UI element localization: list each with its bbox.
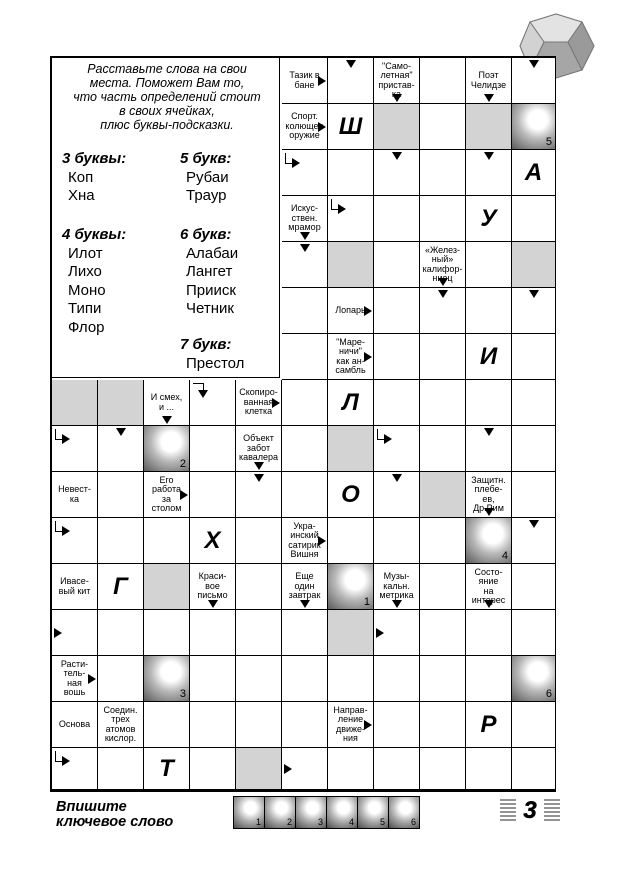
keyword-number: 5 <box>545 136 552 148</box>
answer-cell[interactable] <box>512 564 556 610</box>
word-group-heading: 7 букв: <box>180 336 232 353</box>
word-list-item: Престол <box>186 354 245 372</box>
hint-letter: И <box>479 342 498 370</box>
answer-cell[interactable] <box>420 150 466 196</box>
arrow-down-icon <box>254 462 264 470</box>
answer-cell[interactable] <box>236 472 282 518</box>
answer-cell[interactable] <box>420 748 466 790</box>
shaded-cell <box>374 104 420 150</box>
answer-cell[interactable] <box>420 288 466 334</box>
arrow-down-icon <box>392 94 402 102</box>
keyword-number: 4 <box>348 817 354 827</box>
answer-cell[interactable] <box>374 748 420 790</box>
hint-letter-cell <box>328 104 374 150</box>
keyword-number: 2 <box>286 817 292 827</box>
answer-cell[interactable] <box>512 288 556 334</box>
arrow-right-icon <box>376 628 384 638</box>
hint-letter-cell <box>190 518 236 564</box>
instruction-text: Расставьте слова на свои места. Поможет Вам то, что часть определений стоит в своих ячейках, плюс буквы-подсказки. <box>73 62 261 132</box>
page-number-badge <box>500 795 560 823</box>
answer-cell[interactable] <box>98 656 144 702</box>
clue-cell <box>190 564 236 610</box>
clue-text: Состо- яние на интерес <box>471 566 506 605</box>
clue-cell <box>52 472 98 518</box>
shaded-cell <box>420 472 466 518</box>
shaded-cell <box>328 426 374 472</box>
arrow-right-icon <box>318 536 326 546</box>
answer-cell[interactable] <box>190 748 236 790</box>
word-group-heading: 6 букв: <box>180 226 232 243</box>
arrow-down-icon <box>208 600 218 608</box>
clue-text: Искус- ствен. мрамор <box>288 203 321 233</box>
answer-cell[interactable] <box>374 426 420 472</box>
clue-cell <box>328 288 374 334</box>
answer-cell[interactable] <box>236 610 282 656</box>
word-group <box>180 336 244 373</box>
answer-cell[interactable] <box>420 104 466 150</box>
keyword-number: 4 <box>501 550 508 562</box>
shaded-cell <box>236 748 282 790</box>
answer-cell[interactable] <box>52 518 98 564</box>
keyword-cell[interactable] <box>512 104 556 150</box>
answer-cell[interactable] <box>374 150 420 196</box>
answer-cell[interactable] <box>466 610 512 656</box>
arrow-down-icon <box>484 428 494 436</box>
word-list-item: Хна <box>68 187 95 204</box>
arrow-right-icon <box>88 674 96 684</box>
hint-letter: Х <box>204 526 221 554</box>
clue-cell <box>52 564 98 610</box>
answer-cell[interactable] <box>98 748 144 790</box>
clue-cell <box>282 58 328 104</box>
hint-letter-cell <box>466 702 512 748</box>
arrow-down-icon <box>300 232 310 240</box>
keyword-answer-cell[interactable] <box>388 796 420 829</box>
word-list-item: Алабаи <box>186 244 239 262</box>
keyword-answer-cell[interactable] <box>233 796 265 829</box>
clue-cell <box>282 564 328 610</box>
arrow-right-icon <box>318 122 326 132</box>
clue-cell <box>466 472 512 518</box>
arrow-down-icon <box>484 94 494 102</box>
hint-letter: О <box>341 480 360 508</box>
arrow-down-icon <box>300 600 310 608</box>
word-group <box>180 226 238 319</box>
answer-cell[interactable] <box>282 150 328 196</box>
answer-cell[interactable] <box>466 150 512 196</box>
arrow-right-icon <box>384 434 392 444</box>
answer-cell[interactable] <box>420 518 466 564</box>
word-list-item: Четник <box>186 300 234 317</box>
word-list-item: Илот <box>68 244 103 262</box>
answer-cell[interactable] <box>512 472 556 518</box>
shaded-cell <box>52 380 98 426</box>
answer-cell[interactable] <box>236 702 282 748</box>
answer-cell[interactable] <box>374 518 420 564</box>
arrow-right-icon <box>62 434 70 444</box>
word-list-item: Флор <box>68 318 105 336</box>
clue-cell <box>466 564 512 610</box>
answer-cell[interactable] <box>144 518 190 564</box>
keyword-answer-cell[interactable] <box>357 796 389 829</box>
hint-letter-cell <box>466 196 512 242</box>
answer-cell[interactable] <box>282 334 328 380</box>
shaded-cell <box>328 242 374 288</box>
keyword-number: 6 <box>410 817 416 827</box>
keyword-number: 6 <box>545 688 552 700</box>
clue-cell <box>98 702 144 748</box>
clue-text: Спорт. колющее оружие <box>285 111 324 141</box>
clue-text: Соедин. трех атомов кислор. <box>103 704 138 743</box>
clue-cell <box>282 104 328 150</box>
clue-cell <box>236 380 282 426</box>
word-group <box>180 150 231 206</box>
answer-cell[interactable] <box>420 196 466 242</box>
hint-letter: А <box>524 158 543 186</box>
clue-cell <box>236 426 282 472</box>
keyword-number: 5 <box>379 817 385 827</box>
clue-text: И смех, и ... <box>150 392 183 412</box>
shaded-cell <box>98 380 144 426</box>
answer-cell[interactable] <box>420 656 466 702</box>
clue-cell <box>374 564 420 610</box>
answer-cell[interactable] <box>282 288 328 334</box>
crossword-grid <box>50 56 556 792</box>
arrow-right-icon <box>292 158 300 168</box>
answer-cell[interactable] <box>420 426 466 472</box>
answer-cell[interactable] <box>374 196 420 242</box>
keyword-answer-cell[interactable] <box>295 796 327 829</box>
answer-cell[interactable] <box>374 610 420 656</box>
clue-cell <box>144 380 190 426</box>
answer-cell[interactable] <box>282 426 328 472</box>
answer-cell[interactable] <box>512 196 556 242</box>
clue-text: Его работа за столом <box>151 474 182 513</box>
clue-text: Тазик в бане <box>289 70 320 90</box>
clue-text: Основа <box>58 718 91 729</box>
clue-text: Расти- тель- ная вошь <box>60 658 89 697</box>
answer-cell[interactable] <box>374 656 420 702</box>
answer-cell[interactable] <box>282 656 328 702</box>
arrow-down-icon <box>529 60 539 68</box>
answer-cell[interactable] <box>190 426 236 472</box>
word-list-item: Типи <box>68 300 102 317</box>
answer-cell[interactable] <box>512 610 556 656</box>
keyword-answer-cell[interactable] <box>264 796 296 829</box>
arrow-down-icon <box>529 290 539 298</box>
clue-text: Лопарь <box>335 304 366 315</box>
clue-text: Защитн. плебе- ев, Др.Рим <box>471 474 506 513</box>
answer-cell[interactable] <box>420 702 466 748</box>
hint-letter-cell <box>328 380 374 426</box>
arrow-right-icon <box>364 352 372 362</box>
word-list-item: Траур <box>186 187 227 204</box>
keyword-cell[interactable] <box>512 656 556 702</box>
answer-cell[interactable] <box>236 564 282 610</box>
instruction-block <box>52 58 280 378</box>
arrow-down-icon <box>198 390 208 398</box>
arrow-down-icon <box>116 428 126 436</box>
clue-cell <box>328 702 374 748</box>
clue-text: Скопиро- ванная клетка <box>239 387 278 417</box>
answer-cell[interactable] <box>466 748 512 790</box>
keyword-answer-cell[interactable] <box>326 796 358 829</box>
answer-cell[interactable] <box>144 610 190 656</box>
answer-cell[interactable] <box>190 380 236 426</box>
arrow-right-icon <box>364 720 372 730</box>
clue-cell <box>144 472 190 518</box>
answer-cell[interactable] <box>98 518 144 564</box>
keyword-label: Впишите ключевое слово <box>56 799 174 830</box>
word-group-heading: 3 буквы: <box>62 150 127 167</box>
keyword-number: 1 <box>363 596 370 608</box>
clue-text: Невест- ка <box>58 484 91 504</box>
answer-cell[interactable] <box>512 58 556 104</box>
answer-cell[interactable] <box>190 702 236 748</box>
keyword-number: 1 <box>255 817 261 827</box>
answer-cell[interactable] <box>374 334 420 380</box>
answer-cell[interactable] <box>420 610 466 656</box>
keyword-number: 3 <box>179 688 186 700</box>
answer-cell[interactable] <box>328 196 374 242</box>
answer-cell[interactable] <box>466 288 512 334</box>
answer-cell[interactable] <box>512 748 556 790</box>
clue-text: Укра- инский сатирик Вишня <box>288 520 321 559</box>
hint-letter: Ш <box>338 112 363 140</box>
keyword-number: 3 <box>317 817 323 827</box>
keyword-cell[interactable] <box>328 564 374 610</box>
arrow-right-icon <box>272 398 280 408</box>
clue-text: "Само- летная" пристав- ка <box>378 60 415 99</box>
clue-cell <box>282 196 328 242</box>
answer-cell[interactable] <box>512 380 556 426</box>
hint-letter-cell <box>466 334 512 380</box>
arrow-down-icon <box>392 152 402 160</box>
arrow-right-icon <box>62 756 70 766</box>
arrow-down-icon <box>162 416 172 424</box>
answer-cell[interactable] <box>282 748 328 790</box>
answer-cell[interactable] <box>282 380 328 426</box>
arrow-down-icon <box>392 474 402 482</box>
arrow-right-icon <box>284 764 292 774</box>
answer-cell[interactable] <box>98 610 144 656</box>
arrow-right-icon <box>62 526 70 536</box>
answer-cell[interactable] <box>52 426 98 472</box>
hint-letter-cell <box>144 748 190 790</box>
clue-cell <box>420 242 466 288</box>
answer-cell[interactable] <box>328 58 374 104</box>
arrow-right-icon <box>338 204 346 214</box>
answer-cell[interactable] <box>328 150 374 196</box>
answer-cell[interactable] <box>512 426 556 472</box>
answer-cell[interactable] <box>52 610 98 656</box>
clue-text: Ивасе- вый кит <box>58 576 91 596</box>
answer-cell[interactable] <box>512 518 556 564</box>
clue-cell <box>466 58 512 104</box>
word-list-item: Прииск <box>186 281 236 299</box>
answer-cell[interactable] <box>512 702 556 748</box>
hint-letter: Л <box>342 388 359 416</box>
arrow-right-icon <box>364 306 372 316</box>
word-group <box>62 150 126 206</box>
answer-cell[interactable] <box>420 564 466 610</box>
answer-cell[interactable] <box>374 288 420 334</box>
answer-cell[interactable] <box>282 610 328 656</box>
clue-cell <box>282 518 328 564</box>
clue-text: Объект забот кавалера <box>238 433 279 463</box>
answer-cell[interactable] <box>190 656 236 702</box>
answer-cell[interactable] <box>328 748 374 790</box>
answer-cell[interactable] <box>466 242 512 288</box>
arrow-down-icon <box>254 474 264 482</box>
arrow-down-icon <box>392 600 402 608</box>
clue-text: Еще один завтрак <box>288 571 321 601</box>
shaded-cell <box>512 242 556 288</box>
keyword-cell[interactable] <box>144 656 190 702</box>
word-list-item: Рубаи <box>186 168 229 186</box>
hint-letter: Р <box>480 710 497 738</box>
keyword-number: 2 <box>179 458 186 470</box>
word-group <box>62 226 126 337</box>
answer-cell[interactable] <box>374 380 420 426</box>
answer-cell[interactable] <box>144 702 190 748</box>
answer-cell[interactable] <box>374 242 420 288</box>
clue-text: Музы- кальн. метрика <box>379 571 414 601</box>
hint-letter-cell <box>98 564 144 610</box>
answer-cell[interactable] <box>190 472 236 518</box>
shaded-cell <box>466 104 512 150</box>
clue-text: Поэт Челидзе <box>470 70 507 90</box>
answer-cell[interactable] <box>282 472 328 518</box>
word-list-item: Лихо <box>68 263 102 280</box>
arrow-right-icon <box>318 76 326 86</box>
keyword-cell[interactable] <box>144 426 190 472</box>
answer-cell[interactable] <box>98 426 144 472</box>
answer-cell[interactable] <box>236 656 282 702</box>
answer-cell[interactable] <box>420 58 466 104</box>
word-list-item: Лангет <box>186 263 233 280</box>
arrow-down-icon <box>484 600 494 608</box>
page-number: 3 <box>523 797 537 823</box>
arrow-down-icon <box>529 520 539 528</box>
answer-cell[interactable] <box>236 518 282 564</box>
clue-text: «Желез- ный» калифор- ниец <box>422 244 463 283</box>
shaded-cell <box>144 564 190 610</box>
answer-cell[interactable] <box>328 518 374 564</box>
clue-cell <box>52 656 98 702</box>
answer-cell[interactable] <box>420 380 466 426</box>
answer-cell[interactable] <box>282 702 328 748</box>
word-group-heading: 5 букв: <box>180 150 232 167</box>
hint-letter: Г <box>113 572 128 600</box>
answer-cell[interactable] <box>466 426 512 472</box>
answer-cell[interactable] <box>512 334 556 380</box>
answer-cell[interactable] <box>466 656 512 702</box>
clue-text: Направ- ление движе- ния <box>333 704 368 743</box>
answer-cell[interactable] <box>52 748 98 790</box>
answer-cell[interactable] <box>282 242 328 288</box>
clue-text: "Маре- ничи" как ан- самбль <box>335 336 366 375</box>
shaded-cell <box>328 610 374 656</box>
hint-letter: У <box>480 204 497 232</box>
word-list-item: Моно <box>68 281 106 299</box>
word-list-item: Коп <box>68 168 94 186</box>
arrow-down-icon <box>438 290 448 298</box>
arrow-down-icon <box>484 152 494 160</box>
arrow-down-icon <box>300 244 310 252</box>
hint-letter: Т <box>159 754 174 782</box>
answer-cell[interactable] <box>98 472 144 518</box>
clue-cell <box>52 702 98 748</box>
answer-cell[interactable] <box>374 472 420 518</box>
answer-cell[interactable] <box>420 334 466 380</box>
arrow-down-icon <box>484 508 494 516</box>
answer-cell[interactable] <box>466 380 512 426</box>
word-group-heading: 4 буквы: <box>62 226 127 243</box>
arrow-down-icon <box>346 60 356 68</box>
answer-cell[interactable] <box>374 702 420 748</box>
arrow-down-icon <box>438 278 448 286</box>
clue-cell <box>328 334 374 380</box>
answer-cell[interactable] <box>190 610 236 656</box>
keyword-cell[interactable] <box>466 518 512 564</box>
hint-letter-cell <box>328 472 374 518</box>
arrow-right-icon <box>180 490 188 500</box>
clue-text: Краси- вое письмо <box>197 571 228 601</box>
hint-letter-cell <box>512 150 556 196</box>
arrow-right-icon <box>54 628 62 638</box>
clue-cell <box>374 58 420 104</box>
answer-cell[interactable] <box>328 656 374 702</box>
